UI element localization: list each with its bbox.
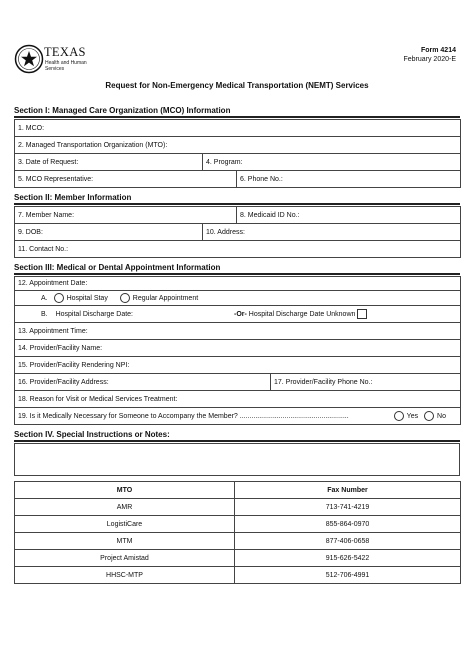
mco-field[interactable]: 1. MCO: <box>15 120 461 137</box>
section-2-table <box>14 206 461 258</box>
accompany-question: 19. Is it Medically Necessary for Someone to Accompany the Member? ........................................................ <box>18 412 349 420</box>
option-a-label: A. <box>41 294 48 302</box>
hospital-stay-radio[interactable] <box>54 293 64 303</box>
discharge-unknown-label: Hospital Discharge Date Unknown <box>246 310 356 318</box>
medicaid-id-field[interactable]: 8. Medicaid ID No.: <box>237 207 461 224</box>
discharge-date-field[interactable]: Hospital Discharge Date: <box>55 310 134 318</box>
form-number: Form 4214 <box>420 47 456 54</box>
table-row <box>15 516 461 533</box>
fax-number: 512-706-4991 <box>235 567 461 584</box>
mto-fax-table <box>14 481 461 584</box>
agency-name: TEXAS <box>44 45 86 59</box>
appointment-type-row <box>15 291 461 306</box>
table-row <box>15 533 461 550</box>
mto-name: MTM <box>15 533 235 550</box>
table-row <box>15 499 461 516</box>
section-1-heading: Section I: Managed Care Organization (MCO) Information <box>14 106 231 115</box>
section-4-heading: Section IV. Special Instructions or Notes: <box>14 430 170 439</box>
member-name-field[interactable]: 7. Member Name: <box>15 207 237 224</box>
provider-npi-field[interactable]: 15. Provider/Facility Rendering NPI: <box>15 357 461 374</box>
contact-field[interactable]: 11. Contact No.: <box>15 241 461 258</box>
address-field[interactable]: 10. Address: <box>203 224 461 241</box>
option-b-label: B. <box>41 310 48 318</box>
mto-name: LogistiCare <box>15 516 235 533</box>
section-divider <box>14 440 460 442</box>
regular-appointment-label: Regular Appointment <box>132 294 199 302</box>
section-3-heading: Section III: Medical or Dental Appointment Information <box>14 263 221 272</box>
accompany-row <box>15 408 461 425</box>
agency-sub-line-2: Services <box>45 66 65 72</box>
table-row <box>15 550 461 567</box>
hhs-logo <box>14 44 94 78</box>
section-3-table <box>14 276 461 425</box>
agency-sub-line-1: Health and Human <box>45 60 87 66</box>
mto-column-header: MTO <box>15 482 235 499</box>
section-2-heading: Section II: Member Information <box>14 193 132 202</box>
section-1-table <box>14 119 461 188</box>
form-date: February 2020-E <box>403 56 456 63</box>
section-divider <box>14 116 460 118</box>
form-number-block <box>403 46 456 64</box>
texas-seal-icon <box>14 44 44 74</box>
accompany-yes-radio[interactable] <box>394 411 404 421</box>
discharge-row <box>15 306 461 323</box>
fax-number: 855-864-0970 <box>235 516 461 533</box>
mto-name: Project Amistad <box>15 550 235 567</box>
special-instructions-textarea[interactable] <box>14 443 460 476</box>
program-field[interactable]: 4. Program: <box>203 154 461 171</box>
appointment-time-field[interactable]: 13. Appointment Time: <box>15 323 461 340</box>
accompany-no-radio[interactable] <box>424 411 434 421</box>
date-of-request-field[interactable]: 3. Date of Request: <box>15 154 203 171</box>
page-title: Request for Non-Emergency Medical Transportation (NEMT) Services <box>105 81 369 90</box>
dob-field[interactable]: 9. DOB: <box>15 224 203 241</box>
accompany-yes-label: Yes <box>406 412 419 420</box>
phone-field[interactable]: 6. Phone No.: <box>237 171 461 188</box>
provider-name-field[interactable]: 14. Provider/Facility Name: <box>15 340 461 357</box>
fax-number: 713-741-4219 <box>235 499 461 516</box>
fax-column-header: Fax Number <box>235 482 461 499</box>
provider-address-field[interactable]: 16. Provider/Facility Address: <box>15 374 271 391</box>
hospital-stay-label: Hospital Stay <box>66 294 108 302</box>
regular-appointment-radio[interactable] <box>120 293 130 303</box>
reason-for-visit-field[interactable]: 18. Reason for Visit or Medical Services Treatment: <box>15 391 461 408</box>
fax-number: 877-406-0658 <box>235 533 461 550</box>
appointment-date-field[interactable]: 12. Appointment Date: <box>15 277 461 291</box>
or-label: -Or- <box>234 310 247 318</box>
provider-phone-field[interactable]: 17. Provider/Facility Phone No.: <box>271 374 461 391</box>
mco-representative-field[interactable]: 5. MCO Representative: <box>15 171 237 188</box>
mto-name: AMR <box>15 499 235 516</box>
section-divider <box>14 203 460 205</box>
section-divider <box>14 273 460 275</box>
mto-name: HHSC-MTP <box>15 567 235 584</box>
accompany-no-label: No <box>437 412 446 420</box>
mto-field[interactable]: 2. Managed Transportation Organization (MTO): <box>15 137 461 154</box>
fax-number: 915-626-5422 <box>235 550 461 567</box>
discharge-unknown-checkbox[interactable] <box>357 309 367 319</box>
table-row <box>15 567 461 584</box>
